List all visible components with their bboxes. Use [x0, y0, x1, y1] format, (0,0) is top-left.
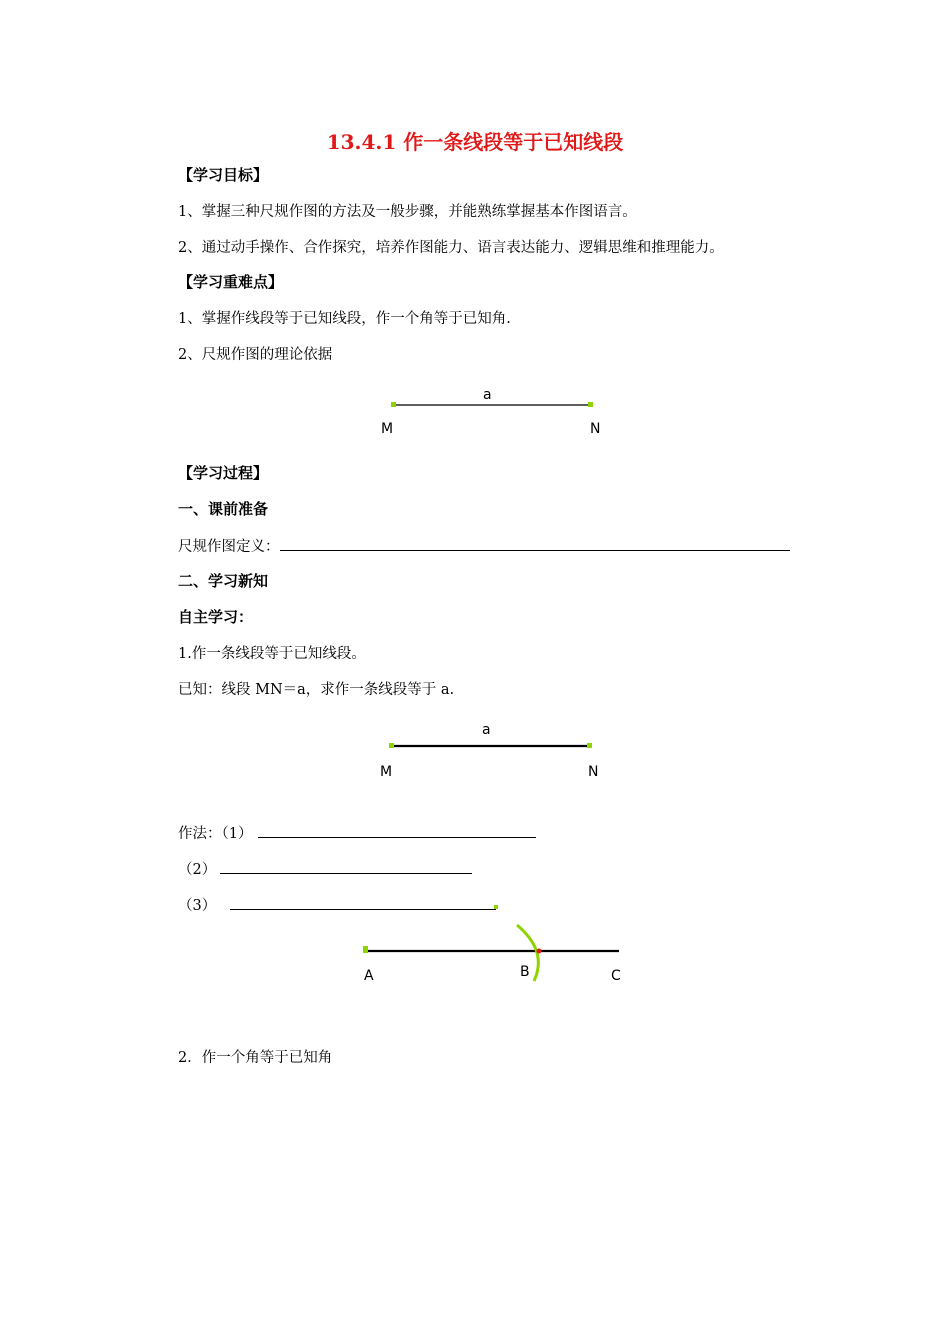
- method-step-2: [178, 858, 472, 879]
- figure-2-label-n: N: [588, 764, 599, 780]
- intersection-b: [537, 949, 542, 954]
- self-study-heading: 自主学习：: [178, 608, 254, 626]
- figure-1-label-a: a: [483, 387, 492, 403]
- new-heading: 二、学习新知: [178, 572, 269, 590]
- method-step-3: [178, 894, 496, 915]
- figure-2-label-m: M: [380, 764, 393, 780]
- endpoint-n-2: [587, 743, 592, 748]
- figure-1-label-m: M: [381, 421, 394, 437]
- goals-heading: 【学习目标】: [178, 166, 269, 184]
- definition-line: [178, 535, 790, 556]
- task-2: 2．作一个角等于已知角: [178, 1050, 333, 1066]
- endpoint-n-1: [588, 402, 593, 407]
- step-3-blank[interactable]: [230, 897, 496, 910]
- step-2-blank[interactable]: [220, 861, 472, 874]
- key-2: 2、尺规作图的理论依据: [178, 347, 333, 363]
- goal-2: 2、通过动手操作、合作探究，培养作图能力、语言表达能力、逻辑思维和推理能力。: [178, 240, 724, 256]
- method-label: 作法：（1）: [178, 826, 253, 842]
- figure-2-label-a: a: [482, 722, 491, 738]
- task-1: 1.作一条线段等于已知线段。: [178, 646, 366, 662]
- key-1: 1、掌握作线段等于已知线段，作一个角等于已知角.: [178, 311, 511, 327]
- figure-3-label-a: A: [364, 968, 374, 984]
- method-step-1: [178, 822, 536, 843]
- goal-1: 1、掌握三种尺规作图的方法及一般步骤，并能熟练掌握基本作图语言。: [178, 204, 637, 220]
- process-heading: 【学习过程】: [178, 464, 269, 482]
- key-heading: 【学习重难点】: [178, 273, 284, 291]
- prep-heading: 一、课前准备: [178, 500, 269, 518]
- figure-1-label-n: N: [590, 421, 601, 437]
- given-statement: 已知：线段 MN＝a，求作一条线段等于 a.: [178, 682, 455, 698]
- endpoint-a: [363, 946, 368, 953]
- definition-blank[interactable]: [280, 538, 790, 551]
- definition-prompt: 尺规作图定义：: [178, 539, 280, 555]
- endpoint-m-2: [389, 743, 394, 748]
- figure-3-label-b: B: [520, 964, 530, 980]
- step-2-label: （2）: [178, 862, 217, 878]
- step-3-label: （3）: [178, 898, 217, 914]
- step-1-blank[interactable]: [258, 825, 536, 838]
- endpoint-m-1: [391, 402, 396, 407]
- figure-3-label-c: C: [611, 968, 621, 984]
- page-title: 13.4.1 作一条线段等于已知线段: [326, 130, 624, 154]
